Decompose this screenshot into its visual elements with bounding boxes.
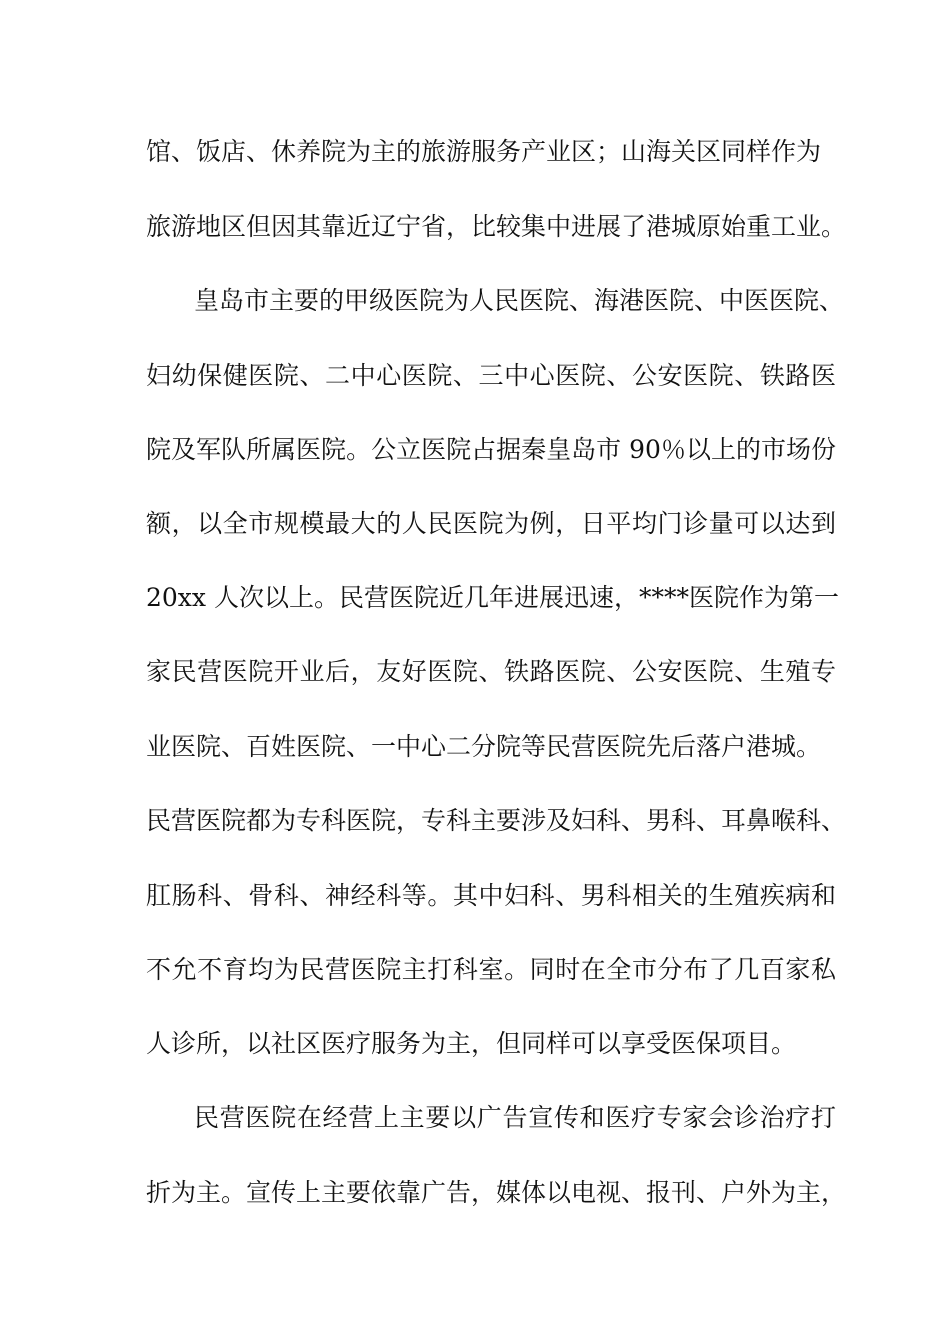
text-line: 人诊所，以社区医疗服务为主，但同样可以享受医保项目。 (146, 1029, 797, 1058)
text-line: 肛肠科、骨科、神经科等。其中妇科、男科相关的生殖疾病和 (146, 881, 836, 910)
text-line: 20xx 人次以上。民营医院近几年进展迅速，****医院作为第一 (146, 583, 839, 612)
text-line: 院及军队所属医院。公立医院占据秦皇岛市 90％以上的市场份 (146, 435, 836, 464)
text-line: 额，以全市规模最大的人民医院为例，日平均门诊量可以达到 (146, 509, 836, 538)
text-line: 业医院、百姓医院、一中心二分院等民营医院先后落户港城。 (146, 732, 822, 761)
paragraph-first-line: 民营医院在经营上主要以广告宣传和医疗专家会诊治疗打 (194, 1103, 836, 1132)
text-line: 馆、饭店、休养院为主的旅游服务产业区；山海关区同样作为 (146, 137, 822, 166)
paragraph-first-line: 皇岛市主要的甲级医院为人民医院、海港医院、中医医院、 (194, 286, 845, 315)
text-line: 民营医院都为专科医院，专科主要涉及妇科、男科、耳鼻喉科、 (146, 806, 847, 835)
text-line: 家民营医院开业后，友好医院、铁路医院、公安医院、生殖专 (146, 657, 836, 686)
text-line: 不允不育均为民营医院主打科室。同时在全市分布了几百家私 (146, 955, 836, 984)
text-line: 旅游地区但因其靠近辽宁省，比较集中进展了港城原始重工业。 (146, 212, 847, 241)
text-line: 折为主。宣传上主要依靠广告，媒体以电视、报刊、户外为主， (146, 1178, 847, 1207)
text-line: 妇幼保健医院、二中心医院、三中心医院、公安医院、铁路医 (146, 361, 836, 390)
